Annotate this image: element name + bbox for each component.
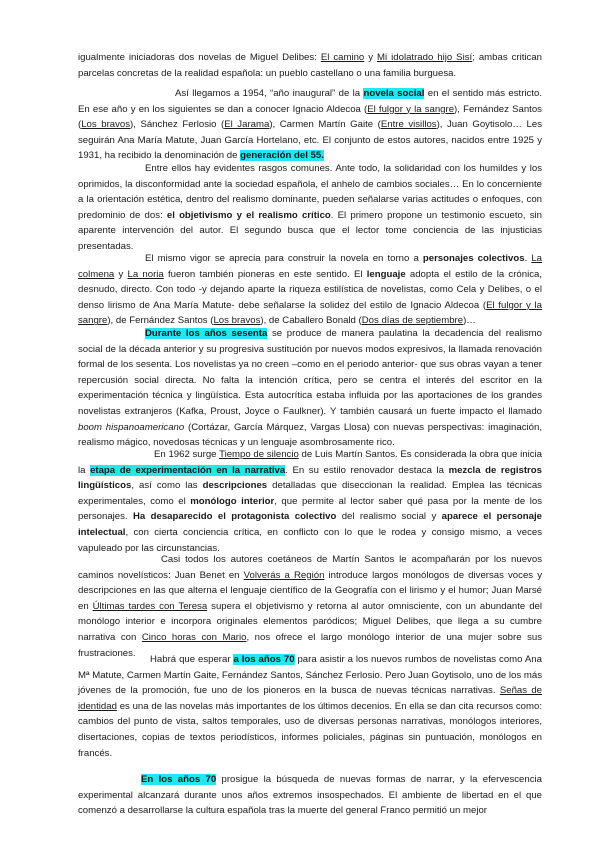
text-run: ), Fernández Santos ( — [78, 103, 542, 131]
book-title: El fulgor y la sangre — [367, 103, 455, 115]
paragraph — [78, 161, 542, 255]
paragraph — [78, 326, 542, 451]
text-run: ), de Fernández Santos ( — [107, 315, 214, 327]
highlighted-term: etapa de experimentación en la narrativa — [90, 464, 286, 476]
text-run: Entre ellos hay evidentes rasgos comunes. Ante todo, la solidaridad con los humildes y los oprimidos, la disconformidad ante la sociedad española, el anhelo de cambios sociales… En lo concerniente a la orientación estética, dentro del realismo dominante, pueden señalarse varias actitudes o enfoques, con predominio de dos: — [78, 163, 542, 221]
text-run: ; ambas critican parcelas concretas de la realidad española: un pueblo castellano o una familia burguesa. — [78, 52, 542, 79]
paragraph — [78, 251, 542, 329]
book-title: La colmena — [78, 253, 542, 280]
text-run: fueron también pioneras en este sentido. El — [163, 268, 367, 280]
text-run: , que permite al lector saber qué pasa por la mente de los personajes. — [78, 495, 542, 523]
bold-term: mezcla de registros lingüísticos — [78, 464, 542, 492]
text-run: igualmente iniciadoras dos novelas de Miguel Delibes: — [78, 52, 321, 63]
book-title: Entre visillos — [380, 119, 437, 131]
paragraph — [78, 552, 542, 661]
text-run: ), Carmen Martín Gaite ( — [269, 119, 381, 131]
text-run: para asistir a los nuevos rumbos de novelistas como Ana Mª Matute, Carmen Martín Gaite, Fernández Santos, Sánchez Ferlosio. Pero Juan Goytisolo, uno de los más jóvenes de la promoción, fue uno de los pioneros en la busca de nuevas técnicas narrativas. — [78, 654, 542, 697]
book-title: El Jarama — [224, 119, 270, 131]
text-run: y — [114, 268, 128, 280]
highlighted-term: a los años 70 — [233, 654, 295, 665]
text-run: En 1962 surge — [154, 449, 220, 460]
text-run: introduce largos monólogos de diversas voces y descripciones en las que alterna el lenguaje científico de la Geografía con el lirismo y el humor; Juan Marsé en — [78, 569, 542, 612]
paragraph — [78, 50, 542, 81]
bold-term: lenguaje — [366, 268, 406, 280]
bold-term: el objetivismo y el realismo crítico — [166, 209, 331, 221]
text-run: Así llegamos a 1954, “año inaugural” de la — [175, 88, 364, 99]
text-run: detalladas que diseccionan la realidad. Emplea las técnicas experimentales, como el — [78, 480, 542, 507]
text-run: se produce de manera paulatina la decadencia del realismo social de la década anterior y su progresiva sustitución por nuevos modos expresivos, la llamada renovación formal de los sesenta. Los novelistas ya no creen –como en el periodo anterior- que sus obras vayan a tener repercusión social directa. No falta la intención crítica, pero se centra el interés del escritor en la experimentación técnica y lingüística. Esta autocrítica estaba influida por las aportaciones de los grandes novelistas extranjeros (Kafka, Proust, Joyce o Faulkner). Y también causará un fuerte impacto el llamado — [78, 328, 543, 417]
highlighted-term: En los años 70 — [141, 774, 217, 785]
text-run: ), de Caballero Bonald ( — [260, 315, 362, 327]
bold-term: personajes colectivos — [422, 253, 525, 264]
highlighted-term: generación del 55. — [240, 150, 324, 162]
book-title: Señas de identidad — [78, 685, 542, 712]
book-title: Mi idolatrado hijo Sisí — [377, 52, 473, 63]
book-title: Los bravos — [81, 119, 131, 131]
text-run: El mismo vigor se aprecia para construir la novela en torno a — [145, 253, 423, 264]
text-run: . El primero propone un testimonio escueto, sin aparente intervención del autor. El segundo busca que el lector tome conciencia de las injusticias presentadas. — [78, 209, 543, 252]
book-title: Últimas tardes con Teresa — [92, 600, 208, 612]
text-run: en el sentido más estricto. En ese año y en los siguientes se dan a conocer Ignacio Aldecoa ( — [78, 88, 542, 115]
paragraph — [78, 86, 542, 164]
text-run: ), Sánchez Ferlosio ( — [130, 119, 225, 131]
bold-term: monólogo interior — [190, 495, 275, 507]
book-title: Volverás a Región — [243, 569, 325, 581]
bold-term: descripciones — [202, 480, 268, 492]
bold-term: Ha desaparecido el protagonista colectivo — [132, 511, 337, 523]
text-run: . En su estilo renovador destaca la — [285, 464, 449, 476]
book-title: Cinco horas con Mario — [141, 631, 247, 643]
italic-term: boom hispanoamericano — [78, 421, 185, 433]
text-run: es una de las novelas más importantes de los últimos decenios. En ella se dan cita recursos como: cambios del punto de vista, saltos temporales, uso de diversas personas narrativas, monólogos interiores, disertaciones, copias de textos periodísticos, informes policiales, páginas sin puntuación, monólogos en francés. — [78, 700, 542, 759]
text-run: , nos ofrece el largo monólogo interior de una mujer sobre sus frustraciones. — [78, 631, 543, 659]
text-run: Casi todos los autores coetáneos de Martín Santos le acompañarán por los nuevos caminos novelísticos: Juan Benet en — [78, 554, 542, 581]
book-title: Dos días de septiembre — [361, 315, 464, 327]
book-title: El camino — [320, 52, 365, 63]
text-run: Habrá que esperar — [150, 654, 234, 665]
book-title: Los bravos — [213, 315, 261, 327]
text-run: , así como las — [131, 480, 203, 492]
text-run: ), Juan Goytisolo… Les seguirán Ana María Matute, Juan García Hortelano, etc. El conjunto de estos autores, nacidos entre 1925 y 1931, ha recibido la denominación de — [78, 119, 542, 162]
text-run: prosigue la búsqueda de nuevas formas de narrar, y la efervescencia experimental alcanzará durante unos años extremos insospechados. El ambiente de libertad en el que comenzó a desarrollarse la cultura española tras la muerte del general Franco permitió un mejor — [78, 774, 542, 817]
text-run: supera el objetivismo y retorna al autor omnisciente, con un abundante del monólogo interior e incorpora originales elementos paródicos; Miguel Delibes, que llega a su cumbre narrativa con — [78, 600, 543, 643]
paragraph — [78, 447, 542, 556]
highlighted-term: Durante los años sesenta — [145, 328, 268, 339]
paragraph — [78, 652, 542, 761]
text-run: adopta el estilo de la crónica, desnudo, directo. Con todo -y dejando aparte la riqueza estilística de novelistas, como Cela y Delibes, o el denso lirismo de Ana María Matute- debe señalarse la solidez del estilo de Ignacio Aldecoa ( — [78, 268, 542, 311]
text-run: , con cierta conciencia crítica, en conflicto con lo que le rodea y consigo mismo, a veces vapuleado por las circunstancias. — [78, 526, 542, 554]
text-run: )… — [463, 315, 476, 327]
text-run: . — [524, 253, 532, 264]
book-title: El fulgor y la sangre — [78, 299, 542, 327]
text-run: (Cortázar, García Márquez, Vargas Llosa) con nuevas perspectivas: imaginación, realismo mágico, novedosas técnicas y un lenguaje asombrosamente rico. — [78, 421, 542, 449]
book-title: Tiempo de silencio — [219, 449, 299, 460]
text-run: del realismo social y — [336, 511, 442, 523]
paragraph — [78, 772, 542, 819]
bold-term: aparece el personaje intelectual — [78, 511, 542, 538]
text-run: y — [364, 52, 378, 63]
highlighted-term: novela social — [363, 88, 425, 99]
book-title: La noria — [127, 268, 164, 280]
text-run: de Luis Martín Santos. Es considerada la obra que inicia la — [78, 449, 542, 476]
